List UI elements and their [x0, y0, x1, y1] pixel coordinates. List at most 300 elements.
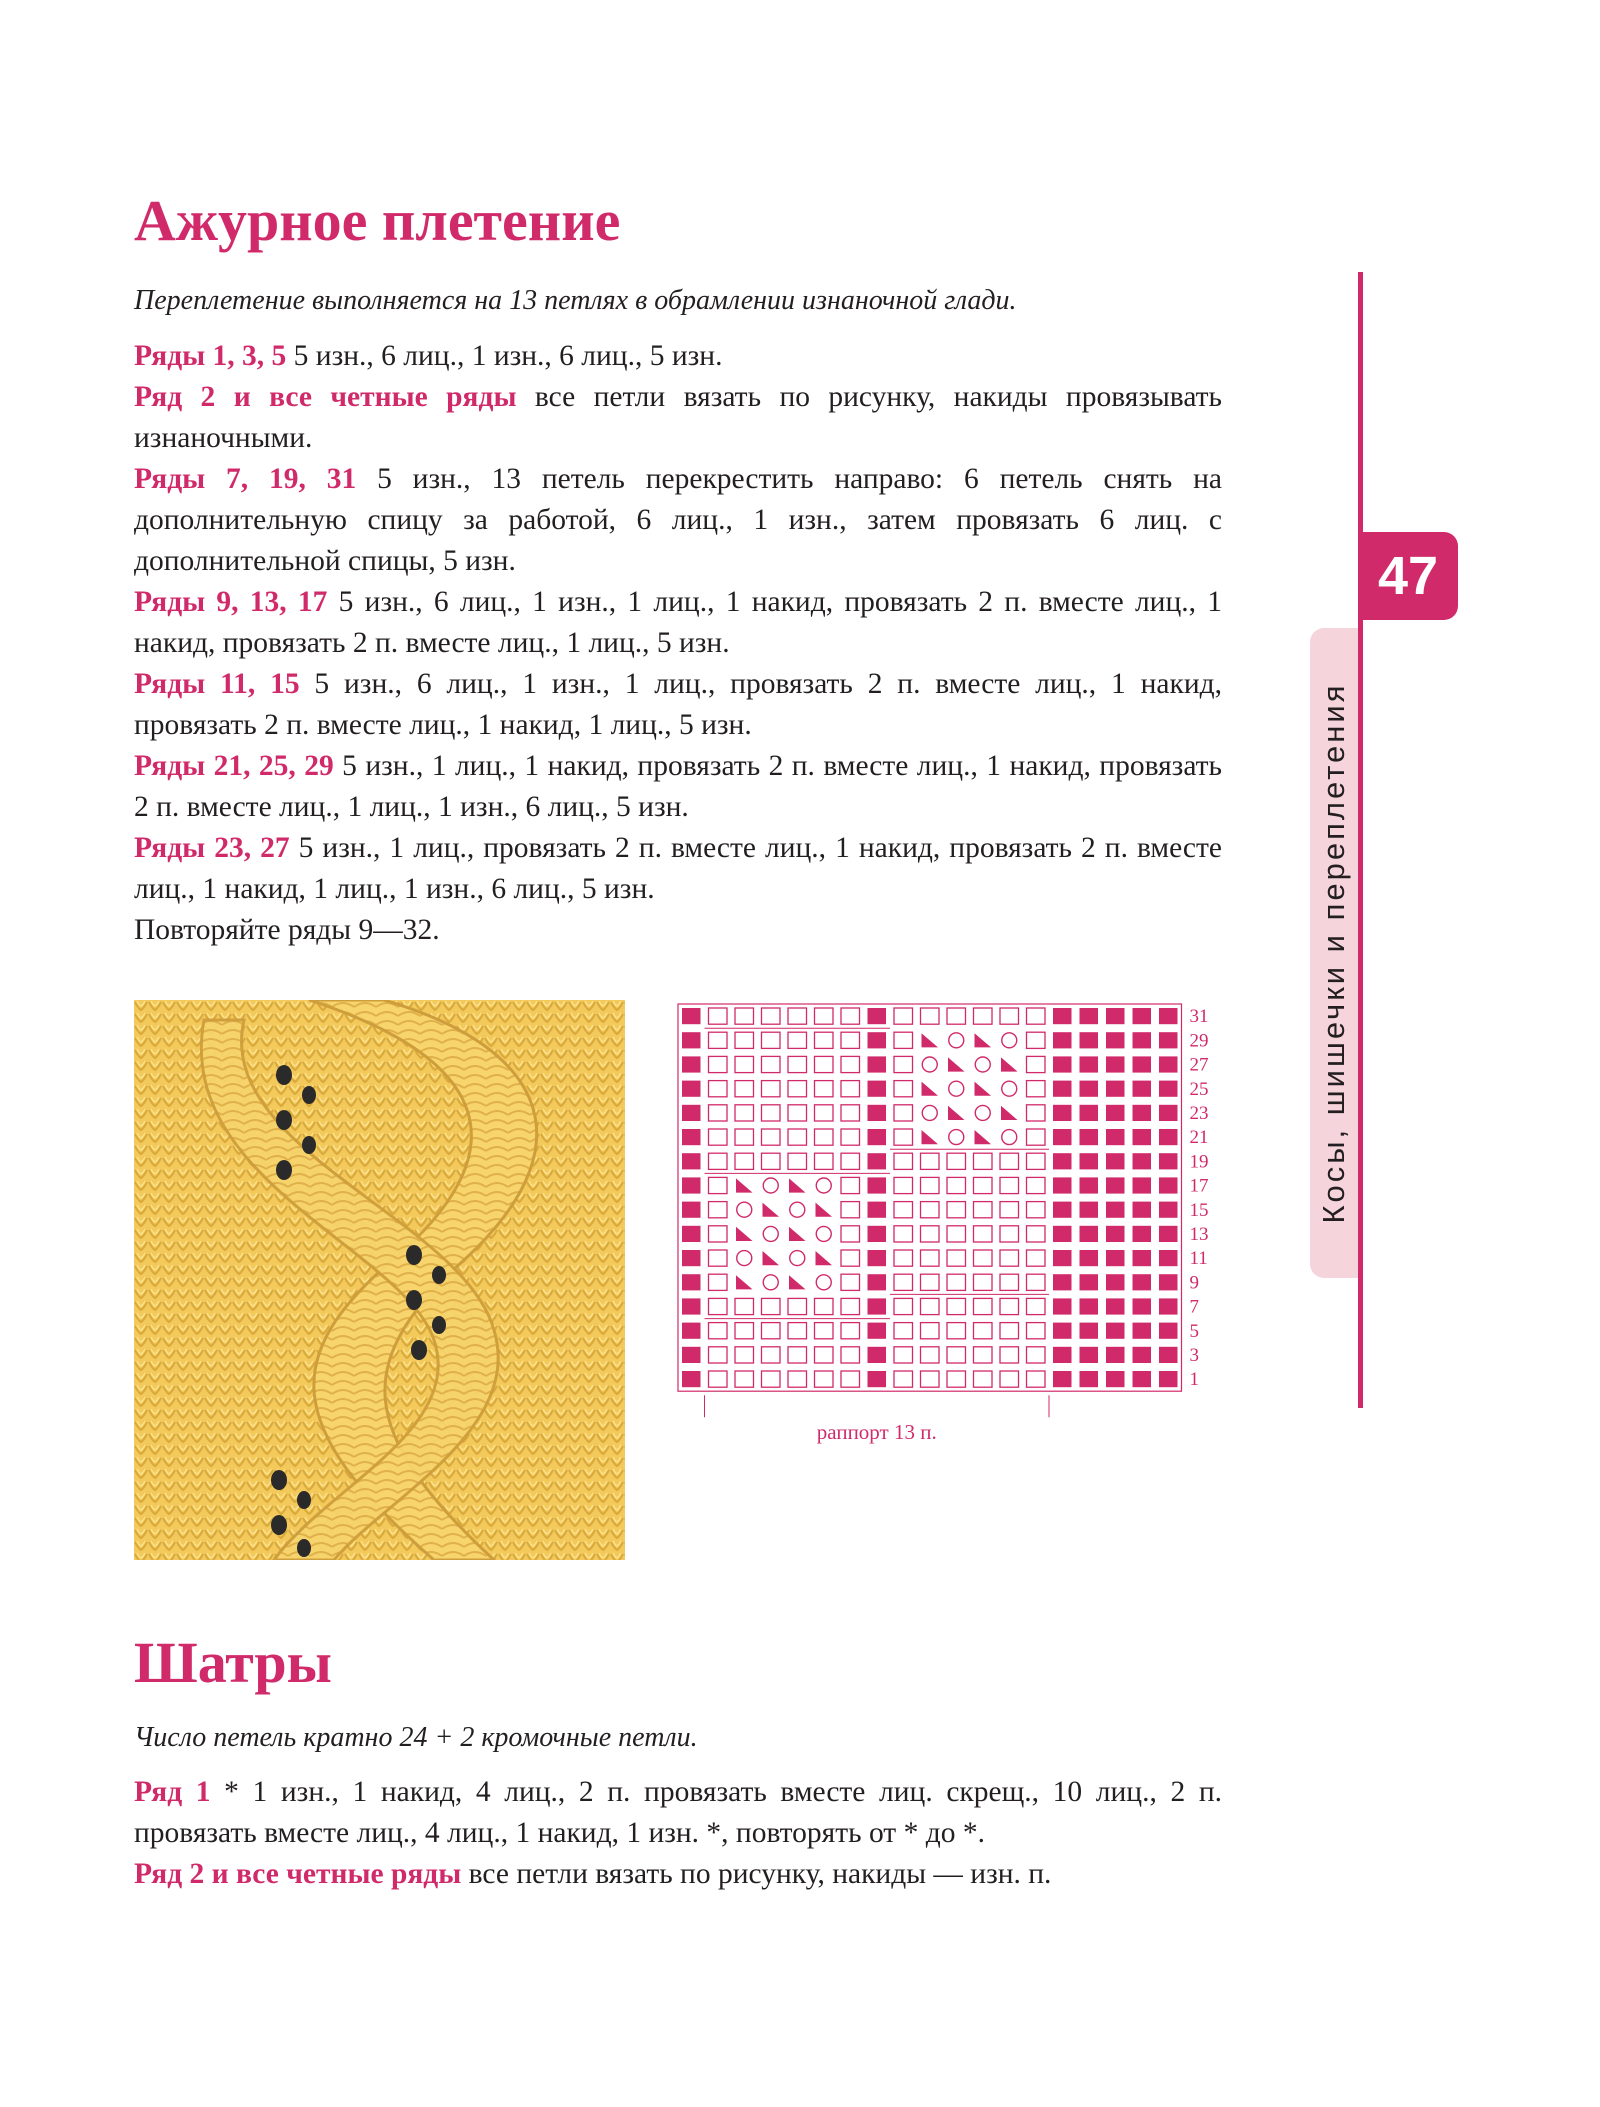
chart-knit-cell — [788, 1105, 807, 1121]
chart-purl-cell — [868, 1250, 887, 1266]
chart-purl-cell — [1053, 1298, 1072, 1314]
chart-knit-cell — [841, 1323, 860, 1339]
chart-row-number: 29 — [1189, 1030, 1209, 1052]
chart-yarnover-symbol — [816, 1275, 831, 1290]
chart-row-number: 31 — [1189, 1006, 1209, 1028]
chart-knit-cell — [1027, 1056, 1046, 1072]
chart-purl-cell — [1159, 1129, 1178, 1145]
chart-knit-cell — [841, 1298, 860, 1314]
repeat-note — [134, 910, 1222, 951]
chart-knit-cell — [921, 1202, 940, 1218]
chart-knit-cell — [921, 1298, 940, 1314]
chart-knit-cell — [841, 1081, 860, 1097]
chart-knit-cell — [894, 1298, 913, 1314]
chart-knit-cell — [894, 1056, 913, 1072]
chart-knit-cell — [841, 1105, 860, 1121]
chart-purl-cell — [1053, 1347, 1072, 1363]
chart-knit-cell — [894, 1347, 913, 1363]
chart-knit-cell — [735, 1347, 754, 1363]
chart-knit-cell — [762, 1347, 781, 1363]
chart-purl-cell — [1053, 1056, 1072, 1072]
row-instruction — [134, 664, 1222, 746]
chart-purl-cell — [1053, 1323, 1072, 1339]
chart-purl-cell — [1106, 1081, 1125, 1097]
row-instruction — [134, 336, 1222, 377]
chart-purl-cell — [868, 1105, 887, 1121]
chart-purl-cell — [868, 1347, 887, 1363]
chart-purl-cell — [1080, 1008, 1099, 1024]
chart-purl-cell — [1133, 1153, 1152, 1169]
chart-purl-cell — [1159, 1177, 1178, 1193]
chart-row-number: 27 — [1189, 1054, 1209, 1076]
chart-knit-cell — [841, 1056, 860, 1072]
chart-purl-cell — [1106, 1008, 1125, 1024]
row-instruction — [134, 746, 1222, 828]
chart-knit-cell — [894, 1008, 913, 1024]
chart-purl-cell — [868, 1056, 887, 1072]
chapter-tab — [1310, 628, 1358, 1278]
chart-yarnover-symbol — [737, 1251, 752, 1266]
chart-purl-cell — [1080, 1032, 1099, 1048]
chart-purl-cell — [1133, 1129, 1152, 1145]
chart-purl-cell — [682, 1032, 701, 1048]
chart-purl-cell — [1159, 1105, 1178, 1121]
chart-yarnover-symbol — [1002, 1033, 1017, 1048]
row-text: 5 изн., 1 лиц., провязать 2 п. вместе лиц., 1 накид, провязать 2 п. вместе лиц., 1 накид, 1 лиц., 1 изн., 6 лиц., 5 изн. — [134, 832, 1222, 905]
chart-knit-cell — [1027, 1226, 1046, 1242]
chart-knit-cell — [947, 1298, 966, 1314]
chart-purl-cell — [682, 1056, 701, 1072]
chart-knit-cell — [1027, 1129, 1046, 1145]
chart-purl-cell — [1053, 1129, 1072, 1145]
chart-purl-cell — [1080, 1153, 1099, 1169]
chart-purl-cell — [682, 1081, 701, 1097]
row-text: все петли вязать по рисунку, накиды — изн. п. — [461, 1858, 1052, 1890]
chart-purl-cell — [682, 1226, 701, 1242]
chart-knit-cell — [709, 1056, 728, 1072]
chart-purl-cell — [868, 1202, 887, 1218]
chart-row-number: 25 — [1189, 1078, 1209, 1100]
chart-knit-cell — [735, 1153, 754, 1169]
chart-knit-cell — [735, 1032, 754, 1048]
chart-knit-cell — [921, 1153, 940, 1169]
chart-knit-cell — [921, 1177, 940, 1193]
chart-knit-cell — [894, 1323, 913, 1339]
chart-knit-cell — [974, 1371, 993, 1387]
chart-purl-cell — [1106, 1153, 1125, 1169]
chart-purl-cell — [868, 1274, 887, 1290]
chart-knit-cell — [894, 1081, 913, 1097]
chapter-title: Косы, шишечки и переплетения — [1316, 682, 1351, 1224]
chart-purl-cell — [1159, 1226, 1178, 1242]
instructions-section2 — [134, 1772, 1222, 1895]
chart-knit-cell — [815, 1008, 834, 1024]
chart-purl-cell — [1080, 1371, 1099, 1387]
chart-knit-cell — [815, 1347, 834, 1363]
chart-knit-cell — [1000, 1274, 1019, 1290]
chart-knit-cell — [841, 1226, 860, 1242]
chart-yarnover-symbol — [816, 1226, 831, 1241]
chart-knit-cell — [709, 1347, 728, 1363]
chart-knit-cell — [762, 1323, 781, 1339]
chart-purl-cell — [1133, 1347, 1152, 1363]
chart-purl-cell — [1080, 1298, 1099, 1314]
chart-purl-cell — [1080, 1250, 1099, 1266]
chart-purl-cell — [868, 1081, 887, 1097]
chart-yarnover-symbol — [790, 1251, 805, 1266]
row-text: Повторяйте ряды 9—32. — [134, 914, 440, 946]
chart-purl-cell — [868, 1153, 887, 1169]
chart-purl-cell — [1106, 1032, 1125, 1048]
chart-yarnover-symbol — [975, 1057, 990, 1072]
chart-knit-cell — [1027, 1008, 1046, 1024]
chart-knit-cell — [788, 1323, 807, 1339]
chart-knit-cell — [1000, 1347, 1019, 1363]
chart-knit-cell — [709, 1081, 728, 1097]
row-text: все петли вязать по рисунку, накиды провязывать изнаночными. — [134, 381, 1223, 454]
chart-knit-cell — [947, 1250, 966, 1266]
chart-knit-cell — [947, 1202, 966, 1218]
chart-knit-cell — [762, 1153, 781, 1169]
chart-knit-cell — [788, 1347, 807, 1363]
chart-row-number: 13 — [1189, 1223, 1209, 1245]
row-instruction — [134, 828, 1222, 910]
chart-row-number: 17 — [1189, 1175, 1209, 1197]
chart-purl-cell — [1159, 1032, 1178, 1048]
row-label: Ряды 9, 13, 17 — [134, 586, 328, 618]
row-instruction — [134, 459, 1222, 582]
chart-knit-cell — [921, 1323, 940, 1339]
chart-yarnover-symbol — [790, 1202, 805, 1217]
chart-purl-cell — [868, 1298, 887, 1314]
chart-knit-cell — [1027, 1153, 1046, 1169]
chart-knit-cell — [894, 1250, 913, 1266]
row-label: Ряд 2 и все четные ряды — [134, 381, 517, 413]
chart-row-number: 9 — [1189, 1272, 1199, 1294]
chart-purl-cell — [1133, 1008, 1152, 1024]
chart-knit-cell — [709, 1323, 728, 1339]
chart-knit-cell — [894, 1371, 913, 1387]
chart-purl-cell — [868, 1129, 887, 1145]
chart-purl-cell — [1106, 1177, 1125, 1193]
chart-knit-cell — [1027, 1105, 1046, 1121]
chart-purl-cell — [1080, 1347, 1099, 1363]
chart-knit-cell — [894, 1129, 913, 1145]
chart-purl-cell — [1053, 1226, 1072, 1242]
chart-yarnover-symbol — [763, 1178, 778, 1193]
chart-purl-cell — [1106, 1323, 1125, 1339]
chart-yarnover-symbol — [949, 1033, 964, 1048]
chart-knit-cell — [921, 1008, 940, 1024]
chart-knit-cell — [815, 1105, 834, 1121]
knit-sample-photo — [134, 1000, 625, 1560]
chart-knit-cell — [735, 1323, 754, 1339]
chart-purl-cell — [682, 1129, 701, 1145]
chart-knit-cell — [709, 1226, 728, 1242]
chart-knit-cell — [841, 1177, 860, 1193]
chart-knit-cell — [762, 1371, 781, 1387]
chart-knit-cell — [974, 1202, 993, 1218]
chart-knit-cell — [788, 1129, 807, 1145]
chart-knit-cell — [947, 1177, 966, 1193]
chart-row-number: 15 — [1189, 1199, 1209, 1221]
chart-knit-cell — [709, 1177, 728, 1193]
chart-purl-cell — [1106, 1298, 1125, 1314]
row-instruction — [134, 1772, 1222, 1854]
row-instruction — [134, 582, 1222, 664]
chart-yarnover-symbol — [949, 1081, 964, 1096]
chart-knit-cell — [921, 1226, 940, 1242]
chart-row-number: 11 — [1189, 1248, 1208, 1270]
chart-knit-cell — [815, 1153, 834, 1169]
chart-purl-cell — [1106, 1347, 1125, 1363]
chart-yarnover-symbol — [949, 1130, 964, 1145]
chart-purl-cell — [682, 1347, 701, 1363]
chart-knit-cell — [894, 1105, 913, 1121]
chart-knit-cell — [709, 1008, 728, 1024]
chart-row-number: 23 — [1189, 1102, 1209, 1124]
chart-knit-cell — [735, 1105, 754, 1121]
chart-purl-cell — [1080, 1226, 1099, 1242]
chart-knit-cell — [735, 1298, 754, 1314]
chart-purl-cell — [1053, 1105, 1072, 1121]
row-text: 5 изн., 6 лиц., 1 изн., 1 лиц., провязать 2 п. вместе лиц., 1 накид, провязать 2 п. вместе лиц., 1 накид, 1 лиц., 5 изн. — [134, 668, 1222, 741]
chart-row-number: 21 — [1189, 1127, 1209, 1149]
chart-knit-cell — [1027, 1323, 1046, 1339]
sidebar-rule — [1358, 272, 1363, 1408]
chart-row-number: 1 — [1189, 1369, 1199, 1391]
chart-knit-cell — [947, 1347, 966, 1363]
chart-knit-cell — [709, 1129, 728, 1145]
chart-purl-cell — [682, 1298, 701, 1314]
chart-knit-cell — [788, 1032, 807, 1048]
row-instruction — [134, 377, 1222, 459]
chart-purl-cell — [682, 1274, 701, 1290]
chart-purl-cell — [1053, 1202, 1072, 1218]
chart-knit-cell — [1000, 1202, 1019, 1218]
chart-knit-cell — [947, 1226, 966, 1242]
chart-purl-cell — [1106, 1226, 1125, 1242]
chart-knit-cell — [1027, 1177, 1046, 1193]
chart-knit-cell — [921, 1347, 940, 1363]
chart-knit-cell — [1027, 1371, 1046, 1387]
row-text: 5 изн., 6 лиц., 1 изн., 1 лиц., 1 накид, провязать 2 п. вместе лиц., 1 накид, провязать 2 п. вместе лиц., 1 лиц., 5 изн. — [134, 586, 1222, 659]
chart-yarnover-symbol — [763, 1275, 778, 1290]
knit-sample-illustration — [134, 1000, 625, 1560]
chart-knit-cell — [709, 1032, 728, 1048]
chart-purl-cell — [1133, 1056, 1152, 1072]
row-label: Ряды 7, 19, 31 — [134, 463, 357, 495]
chart-row-number: 5 — [1189, 1320, 1199, 1342]
chart-purl-cell — [682, 1105, 701, 1121]
chart-purl-cell — [1053, 1371, 1072, 1387]
chart-yarnover-symbol — [922, 1057, 937, 1072]
chart-knit-cell — [894, 1202, 913, 1218]
chart-purl-cell — [1106, 1274, 1125, 1290]
chart-purl-cell — [868, 1032, 887, 1048]
chart-knit-cell — [841, 1274, 860, 1290]
chart-knit-cell — [974, 1153, 993, 1169]
row-text: * 1 изн., 1 накид, 4 лиц., 2 п. провязать вместе лиц. скрещ., 10 лиц., 2 п. провязать вместе лиц., 4 лиц., 1 накид, 1 изн. *, повторять от * до *. — [134, 1776, 1223, 1849]
chart-knit-cell — [735, 1081, 754, 1097]
chart-knit-cell — [735, 1129, 754, 1145]
chart-purl-cell — [1133, 1298, 1152, 1314]
chart-knit-cell — [815, 1298, 834, 1314]
chart-knit-cell — [841, 1347, 860, 1363]
chart-knit-cell — [762, 1105, 781, 1121]
chart-knit-cell — [841, 1202, 860, 1218]
chart-purl-cell — [1133, 1105, 1152, 1121]
chart-knit-cell — [974, 1177, 993, 1193]
chart-yarnover-symbol — [816, 1178, 831, 1193]
instructions-section1 — [134, 336, 1222, 951]
chart-knit-cell — [947, 1371, 966, 1387]
chart-knit-cell — [894, 1177, 913, 1193]
section-intro: Число петель кратно 24 + 2 кромочные петли. — [134, 1722, 698, 1753]
chart-purl-cell — [1133, 1250, 1152, 1266]
chart-knit-cell — [894, 1226, 913, 1242]
chart-knit-cell — [974, 1323, 993, 1339]
chart-knit-cell — [841, 1008, 860, 1024]
rapport-label: раппорт 13 п. — [816, 1420, 937, 1445]
chart-purl-cell — [1159, 1250, 1178, 1266]
chart-knit-cell — [788, 1081, 807, 1097]
chart-purl-cell — [1159, 1274, 1178, 1290]
chart-purl-cell — [682, 1153, 701, 1169]
row-text: 5 изн., 13 петель перекрестить направо: 6 петель снять на дополнительную спицу за работой, 6 лиц., 1 изн., затем провязать 6 лиц. с дополнительной спицы, 5 изн. — [134, 463, 1222, 577]
chart-purl-cell — [1106, 1105, 1125, 1121]
chart-purl-cell — [1159, 1153, 1178, 1169]
chart-knit-cell — [762, 1129, 781, 1145]
section-title-tents: Шатры — [134, 1630, 332, 1695]
chart-purl-cell — [1159, 1347, 1178, 1363]
chart-knit-cell — [815, 1032, 834, 1048]
chart-knit-cell — [1027, 1274, 1046, 1290]
chart-purl-cell — [1106, 1129, 1125, 1145]
chart-yarnover-symbol — [1002, 1081, 1017, 1096]
chart-purl-cell — [1080, 1274, 1099, 1290]
page-number: 47 — [1358, 532, 1458, 620]
chart-purl-cell — [1106, 1202, 1125, 1218]
chart-knit-cell — [709, 1371, 728, 1387]
chart-purl-cell — [682, 1371, 701, 1387]
chart-knit-cell — [894, 1153, 913, 1169]
chart-knit-cell — [815, 1323, 834, 1339]
chart-purl-cell — [1159, 1081, 1178, 1097]
chart-knit-cell — [841, 1250, 860, 1266]
row-label: Ряд 1 — [134, 1776, 211, 1808]
chart-knit-cell — [735, 1056, 754, 1072]
knitting-chart — [670, 992, 1230, 1452]
chart-knit-cell — [709, 1298, 728, 1314]
chart-knit-cell — [788, 1298, 807, 1314]
chart-purl-cell — [1080, 1081, 1099, 1097]
chart-knit-cell — [841, 1371, 860, 1387]
chart-knit-cell — [762, 1056, 781, 1072]
chart-knit-cell — [788, 1008, 807, 1024]
chart-purl-cell — [1053, 1081, 1072, 1097]
chart-knit-cell — [735, 1008, 754, 1024]
chart-purl-cell — [1133, 1202, 1152, 1218]
chart-knit-cell — [974, 1347, 993, 1363]
chart-knit-cell — [815, 1129, 834, 1145]
chart-purl-cell — [1133, 1032, 1152, 1048]
chart-knit-cell — [947, 1274, 966, 1290]
chart-purl-cell — [682, 1323, 701, 1339]
chart-knit-cell — [974, 1250, 993, 1266]
chart-knit-cell — [974, 1226, 993, 1242]
chart-knit-cell — [974, 1298, 993, 1314]
chart-purl-cell — [868, 1323, 887, 1339]
chart-purl-cell — [1106, 1056, 1125, 1072]
chart-knit-cell — [788, 1371, 807, 1387]
chart-knit-cell — [735, 1371, 754, 1387]
chart-knit-cell — [974, 1008, 993, 1024]
chart-purl-cell — [682, 1202, 701, 1218]
chart-knit-cell — [841, 1032, 860, 1048]
chart-knit-cell — [921, 1371, 940, 1387]
chart-purl-cell — [682, 1250, 701, 1266]
chart-purl-cell — [1053, 1153, 1072, 1169]
chart-knit-cell — [815, 1056, 834, 1072]
chart-knit-cell — [762, 1032, 781, 1048]
chart-purl-cell — [1080, 1323, 1099, 1339]
chart-grid — [670, 992, 1230, 1452]
chart-knit-cell — [788, 1153, 807, 1169]
chart-purl-cell — [1053, 1274, 1072, 1290]
chart-knit-cell — [762, 1008, 781, 1024]
chart-knit-cell — [815, 1081, 834, 1097]
chart-purl-cell — [1053, 1008, 1072, 1024]
chart-knit-cell — [1000, 1298, 1019, 1314]
chart-purl-cell — [1106, 1371, 1125, 1387]
chart-knit-cell — [709, 1153, 728, 1169]
chart-knit-cell — [1027, 1081, 1046, 1097]
chart-knit-cell — [841, 1129, 860, 1145]
chart-knit-cell — [709, 1274, 728, 1290]
chart-purl-cell — [682, 1008, 701, 1024]
row-label: Ряды 21, 25, 29 — [134, 750, 334, 782]
chart-purl-cell — [1133, 1081, 1152, 1097]
section-intro: Переплетение выполняется на 13 петлях в обрамлении изнаночной глади. — [134, 285, 1017, 316]
chart-knit-cell — [1000, 1323, 1019, 1339]
chart-row-number: 19 — [1189, 1151, 1209, 1173]
row-text: 5 изн., 1 лиц., 1 накид, провязать 2 п. вместе лиц., 1 накид, провязать 2 п. вместе лиц., 1 лиц., 1 изн., 6 лиц., 5 изн. — [134, 750, 1223, 823]
chart-knit-cell — [1000, 1371, 1019, 1387]
chart-knit-cell — [788, 1056, 807, 1072]
chart-purl-cell — [1133, 1371, 1152, 1387]
row-label: Ряды 1, 3, 5 — [134, 340, 287, 372]
chart-yarnover-symbol — [922, 1105, 937, 1120]
chart-purl-cell — [1053, 1250, 1072, 1266]
row-text: 5 изн., 6 лиц., 1 изн., 6 лиц., 5 изн. — [286, 340, 723, 372]
chart-knit-cell — [1027, 1032, 1046, 1048]
chart-yarnover-symbol — [975, 1105, 990, 1120]
chart-knit-cell — [1000, 1177, 1019, 1193]
chart-purl-cell — [1159, 1323, 1178, 1339]
chart-purl-cell — [1159, 1371, 1178, 1387]
chart-purl-cell — [1106, 1250, 1125, 1266]
chart-purl-cell — [1133, 1226, 1152, 1242]
chart-yarnover-symbol — [737, 1202, 752, 1217]
chart-purl-cell — [1159, 1202, 1178, 1218]
chart-knit-cell — [1000, 1153, 1019, 1169]
chart-knit-cell — [1027, 1347, 1046, 1363]
chart-purl-cell — [682, 1177, 701, 1193]
chart-knit-cell — [1027, 1250, 1046, 1266]
chart-knit-cell — [709, 1250, 728, 1266]
chart-purl-cell — [1080, 1105, 1099, 1121]
